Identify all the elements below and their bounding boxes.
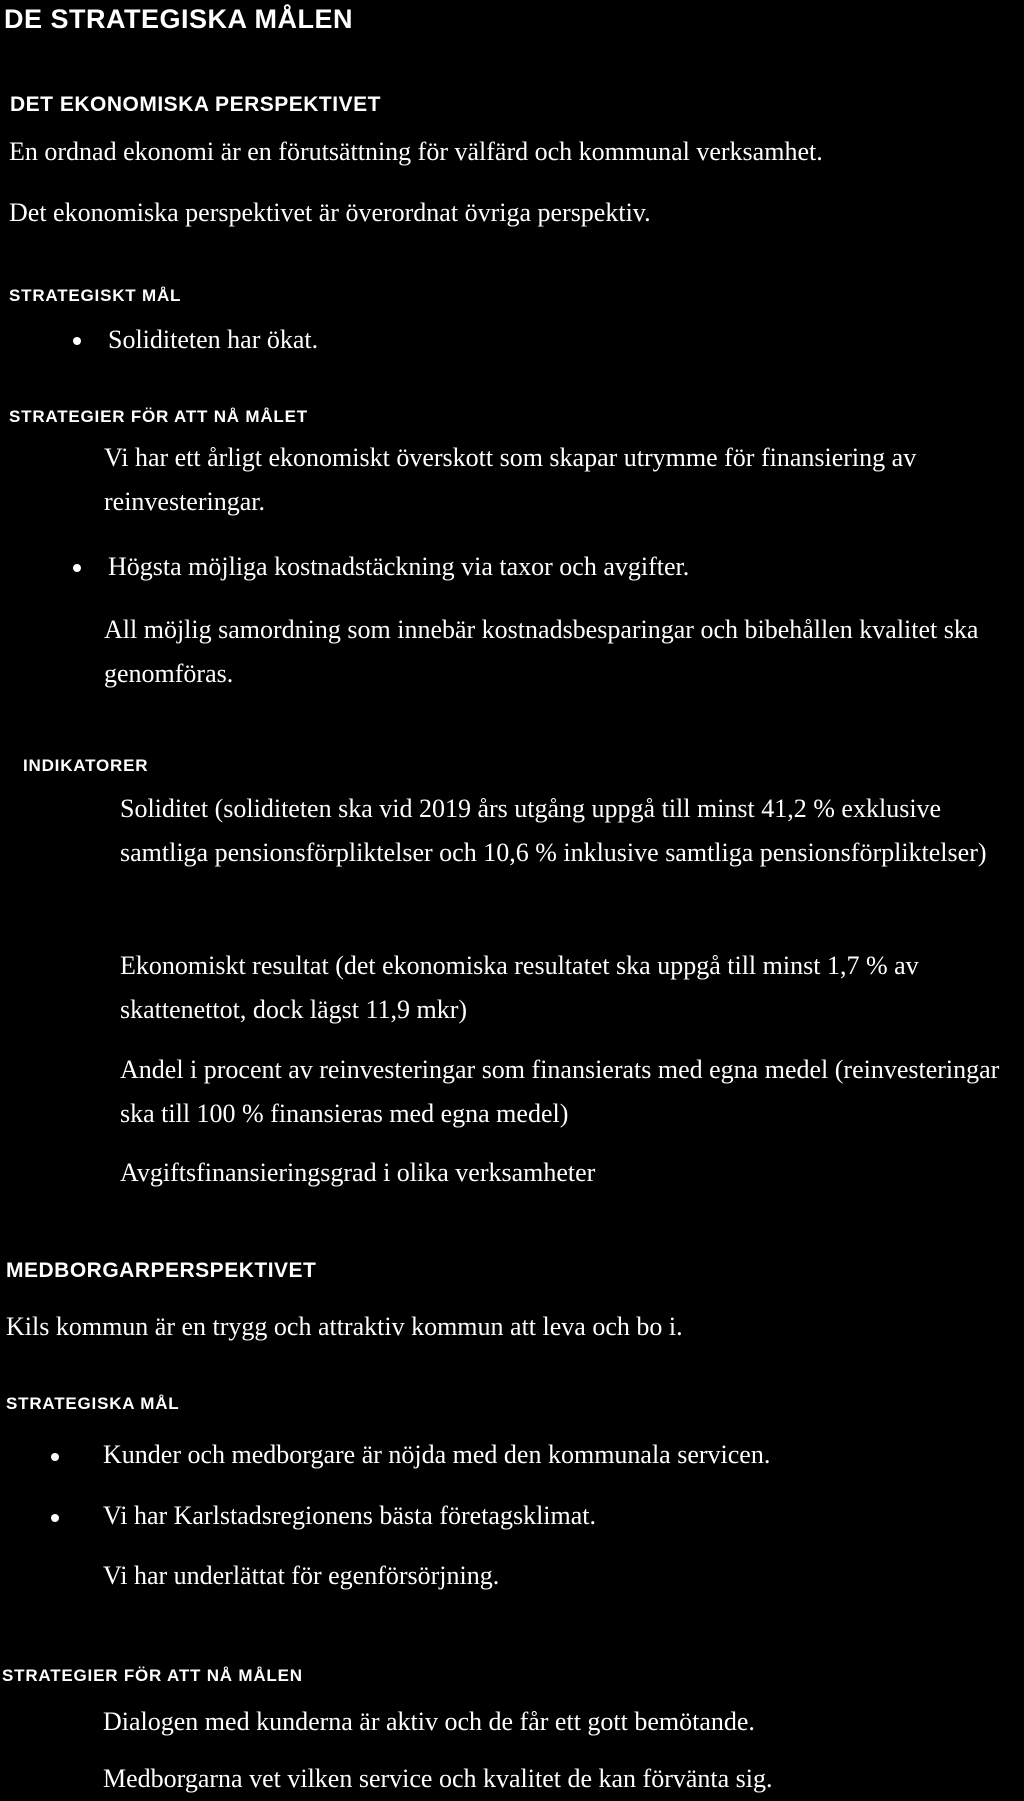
strategic-goal-item: Kunder och medborgare är nöjda med den kommunala servicen.: [103, 1440, 771, 1469]
indicator-item: Avgiftsfinansieringsgrad i olika verksamheter: [120, 1158, 596, 1187]
strategic-goal-item: Vi har underlättat för egenförsörjning.: [103, 1561, 500, 1590]
bullet-icon: [73, 564, 81, 572]
strategy-item: All möjlig samordning som innebär kostnadsbesparingar och bibehållen kvalitet ska genomföras.: [104, 615, 979, 688]
bullet-icon: [51, 1514, 59, 1522]
bullet-icon: [73, 337, 81, 345]
indicator-item: Soliditet (soliditeten ska vid 2019 års utgång uppgå till minst 41,2 % exklusive samtliga pensionsförpliktelser och 10,6 % inklusive samtliga pensionsförpliktelser): [120, 794, 987, 867]
strategy-item: Dialogen med kunderna är aktiv och de får ett gott bemötande.: [103, 1707, 755, 1736]
economic-intro-line: En ordnad ekonomi är en förutsättning för välfärd och kommunal verksamhet.: [9, 137, 823, 166]
strategy-item: Högsta möjliga kostnadstäckning via taxor och avgifter.: [108, 552, 690, 581]
strategic-goals-heading: STRATEGISKA MÅL: [6, 1394, 180, 1413]
bullet-icon: [51, 1453, 59, 1461]
economic-intro-line: Det ekonomiska perspektivet är överordnat övriga perspektiv.: [9, 198, 651, 227]
indicator-item: Ekonomiskt resultat (det ekonomiska resultatet ska uppgå till minst 1,7 % av skattenettot, dock lägst 11,9 mkr): [120, 951, 919, 1024]
strategic-goal-item: Vi har Karlstadsregionens bästa företagsklimat.: [103, 1501, 597, 1530]
economic-perspective-heading: DET EKONOMISKA PERSPEKTIVET: [10, 93, 381, 116]
page-title: DE STRATEGISKA MÅLEN: [4, 4, 354, 34]
citizen-intro: Kils kommun är en trygg och attraktiv kommun att leva och bo i.: [6, 1312, 683, 1341]
strategy-item: Medborgarna vet vilken service och kvalitet de kan förvänta sig.: [103, 1764, 773, 1793]
citizen-perspective-heading: MEDBORGARPERSPEKTIVET: [6, 1259, 317, 1282]
strategies-heading: STRATEGIER FÖR ATT NÅ MÅLEN: [2, 1666, 303, 1685]
strategic-goal-item: Soliditeten har ökat.: [108, 325, 319, 354]
strategy-item: Vi har ett årligt ekonomiskt överskott som skapar utrymme för finansiering av reinvesteringar.: [104, 443, 917, 516]
indicators-heading: INDIKATORER: [23, 756, 149, 775]
indicator-item: Andel i procent av reinvesteringar som finansierats med egna medel (reinvesteringar ska till 100 % finansieras med egna medel): [120, 1055, 1000, 1128]
strategies-heading: STRATEGIER FÖR ATT NÅ MÅLET: [9, 407, 308, 426]
strategic-goal-heading: STRATEGISKT MÅL: [9, 286, 182, 305]
